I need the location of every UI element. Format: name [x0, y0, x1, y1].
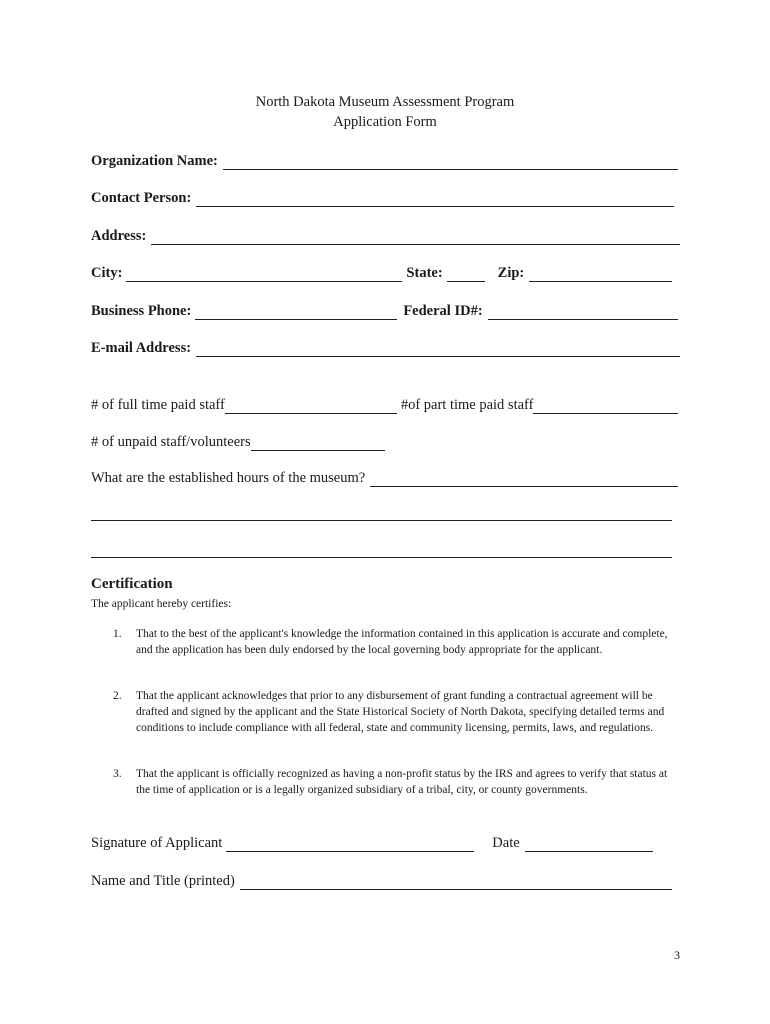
email-label: E-mail Address: [91, 340, 192, 356]
organization-name-field[interactable] [223, 153, 678, 170]
name-title-field[interactable] [240, 873, 672, 890]
hours-field[interactable] [370, 470, 678, 487]
state-label: State: [406, 265, 443, 281]
part-time-staff-label: #of part time paid staff [400, 397, 534, 413]
certification-heading: Certification [91, 576, 173, 592]
signature-row [91, 830, 653, 852]
certification-item-number: 3. [113, 768, 122, 780]
email-field[interactable] [196, 340, 680, 357]
contact-person-row [91, 185, 674, 207]
state-field[interactable] [447, 265, 485, 282]
federal-id-field[interactable] [488, 303, 678, 320]
hours-row [91, 465, 678, 487]
contact-person-field[interactable] [196, 190, 674, 207]
signature-label: Signature of Applicant [91, 835, 223, 851]
full-time-staff-field[interactable] [225, 397, 397, 414]
city-label: City: [91, 265, 123, 281]
certification-item-text: That to the best of the applicant's knowledge the information contained in this application is accurate and complete, and the application has been duly endorsed by the local governing body appropriate for the applicant. [136, 628, 668, 656]
hours-extra-line-1[interactable] [91, 520, 672, 521]
staff-row [91, 392, 678, 414]
certification-item [113, 626, 673, 658]
organization-name-row [91, 148, 678, 170]
hours-label: What are the established hours of the museum? [91, 470, 366, 486]
city-field[interactable] [126, 265, 402, 282]
unpaid-staff-row [91, 429, 678, 451]
zip-label: Zip: [497, 265, 525, 281]
federal-id-label: Federal ID#: [403, 303, 483, 319]
date-label: Date [492, 835, 520, 851]
unpaid-staff-label: # of unpaid staff/volunteers [91, 434, 251, 450]
city-state-zip-row [91, 260, 672, 282]
unpaid-staff-field[interactable] [251, 434, 385, 451]
date-field[interactable] [525, 835, 653, 852]
business-phone-label: Business Phone: [91, 303, 192, 319]
certification-item-text: That the applicant is officially recognized as having a non-profit status by the IRS and agrees to verify that status at the time of application or is a legally organized subsidiary of a tribal, city, or county governments. [136, 768, 668, 796]
zip-field[interactable] [529, 265, 672, 282]
business-phone-field[interactable] [195, 303, 397, 320]
address-label: Address: [91, 228, 147, 244]
phone-federal-id-row [91, 298, 678, 320]
certification-item-number: 2. [113, 690, 122, 702]
organization-name-label: Organization Name: [91, 153, 218, 169]
full-time-staff-label: # of full time paid staff [91, 397, 225, 413]
address-field[interactable] [151, 228, 680, 245]
name-title-label: Name and Title (printed) [91, 873, 235, 889]
certification-item [113, 688, 673, 736]
hours-extra-line-2[interactable] [91, 557, 672, 558]
page-number: 3 [674, 948, 680, 962]
email-row [91, 335, 680, 357]
certification-item-text: That the applicant acknowledges that prior to any disbursement of grant funding a contractual agreement will be drafted and signed by the applicant and the State Historical Society of North Dakota, specifying detailed terms and conditions to include compliance with all federal, state and community licensing, permits, laws, and regulations. [136, 690, 665, 734]
certification-item-number: 1. [113, 628, 122, 640]
contact-person-label: Contact Person: [91, 190, 192, 206]
name-title-row [91, 868, 672, 890]
signature-field[interactable] [226, 835, 474, 852]
form-title-line1: North Dakota Museum Assessment Program [255, 94, 515, 110]
address-row [91, 223, 680, 245]
part-time-staff-field[interactable] [533, 397, 678, 414]
certification-item [113, 766, 673, 798]
form-title-line2: Application Form [333, 114, 437, 130]
certification-intro: The applicant hereby certifies: [91, 598, 232, 610]
